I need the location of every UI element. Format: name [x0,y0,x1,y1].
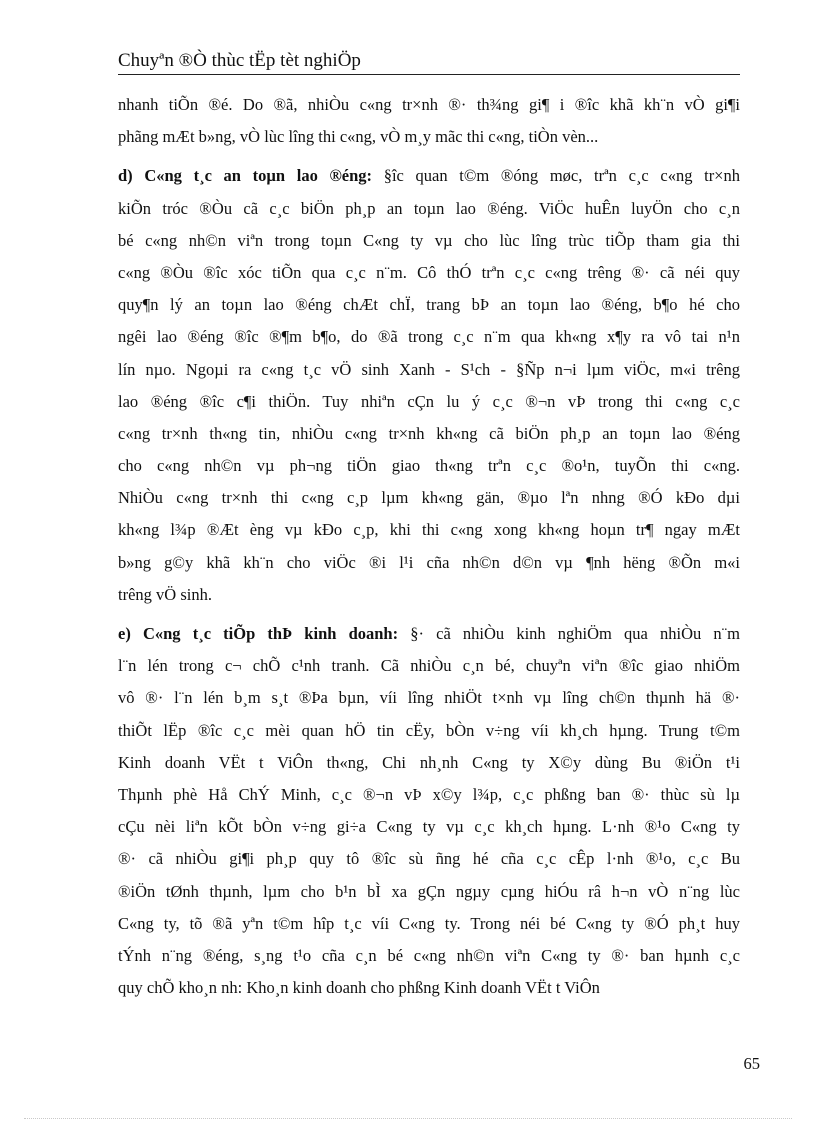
section-heading-safety: d) C«ng t¸c an toµn lao ®éng: [118,166,373,186]
page-bottom-divider [24,1118,792,1119]
text-line: quy chÕ kho¸n nh: Kho¸n kinh doanh cho phßng Kinh doanh VËt t ViÔn [118,978,600,998]
text-line: nhanh tiÕn ®é. Do ®ã, nhiÒu c«ng tr×nh ®· th¾ng gi¶ i ®îc khã kh¨n vÒ gi¶i [118,95,740,114]
text-line: Thµnh phè Hå ChÝ Minh, c¸c ®¬n vÞ x©y l¾p, c¸c phßng ban ®· thùc sù lµ [118,784,740,804]
text-line: ®· cã nhiÒu gi¶i ph¸p quy tô ®îc sù ñng hé cña c¸c cÊp l·nh ®¹o, c¸c Bu [118,849,740,869]
text-line: lao ®éng ®îc c¶i thiÖn. Tuy nhiªn cÇn lu ý c¸c ®¬n vÞ trong thi c«ng c¸c [118,391,740,411]
paragraph-safety [118,160,740,611]
text-line: tÝnh n¨ng ®éng, s¸ng t¹o cña c¸n bé c«ng nh©n viªn C«ng ty ®· ban hµnh c¸c [118,945,740,965]
paragraph-continuation [118,89,740,153]
text-line: ngêi lao ®éng ®îc ®¶m b¶o, do ®ã trong c¸c n¨m qua kh«ng x¶y ra vô tai n¹n [118,327,740,347]
text-line: thiÕt lËp ®îc c¸c mèi quan hÖ tin cËy, bÒn v÷ng víi kh¸ch hµng. Trung t©m [118,720,740,740]
text-line: kh«ng l¾p ®Æt èng vµ kÐo c¸p, khi thi c«ng xong kh«ng hoµn tr¶ ngay mÆt [118,520,740,540]
text-line [118,618,740,650]
page-number: 65 [743,1054,760,1073]
text-line: cho c«ng nh©n vµ ph¬ng tiÖn giao th«ng trªn c¸c ®o¹n, tuyÕn thi c«ng. [118,456,740,476]
text-line: trêng vÖ sinh. [118,584,212,604]
text-line: b»ng g©y khã kh¨n cho viÖc ®i l¹i cña nh©n d©n vµ ¶nh hëng ®Õn m«i [118,552,740,572]
header-divider [118,74,740,75]
body-text [118,89,740,1004]
text-line: lín nµo. Ngoµi ra c«ng t¸c vÖ sinh Xanh - S¹ch - §Ñp n¬i lµm viÖc, m«i trêng [118,359,740,379]
text-line: C«ng ty, tõ ®ã yªn t©m hîp t¸c víi C«ng ty. Trong néi bé C«ng ty ®Ó ph¸t huy [118,913,740,933]
text-line: phãng mÆt b»ng, vÒ lùc lîng thi c«ng, vÒ m¸y mãc thi c«ng, tiÒn vèn... [118,127,599,147]
section-heading-marketing: e) C«ng t¸c tiÕp thÞ kinh doanh: [118,624,399,643]
text-line: c«ng ®Òu ®îc xóc tiÕn qua c¸c n¨m. Cô thÓ trªn c¸c c«ng trêng ®· cã néi quy [118,262,740,282]
text-line: kiÕn tróc ®Òu cã c¸c biÖn ph¸p an toµn lao ®éng. ViÖc huÊn luyÖn cho c¸n [118,198,740,218]
text-line [118,160,740,192]
text-line: bé c«ng nh©n viªn trong toµn C«ng ty vµ cho lùc lîng trùc tiÕp tham gia thi [118,230,740,250]
heading-continuation: §îc quan t©m ®óng møc, trªn c¸c c«ng tr×nh [372,166,740,186]
text-line: vô ®· l¨n lén b¸m s¸t ®Þa bµn, víi lîng nhiÖt t×nh vµ lîng ch©n thµnh hä ®· [118,688,740,708]
text-line: cÇu nèi liªn kÕt bÒn v÷ng gi÷a C«ng ty vµ c¸c kh¸ch hµng. L·nh ®¹o C«ng ty [118,817,740,837]
heading-continuation: §· cã nhiÒu kinh nghiÖm qua nhiÒu n¨m [398,624,740,643]
text-line: Kinh doanh VËt t ViÔn th«ng, Chi nh¸nh C«ng ty X©y dùng Bu ®iÖn t¹i [118,752,740,772]
running-header: Chuyªn ®Ò thùc tËp tèt nghiÖp [118,50,361,71]
paragraph-marketing [118,618,740,1004]
text-line: NhiÒu c«ng tr×nh thi c«ng c¸p lµm kh«ng gän, ®µo lªn nhng ®Ó kÐo dµi [118,488,740,508]
text-line: l¨n lén trong c¬ chÕ c¹nh tranh. Cã nhiÒu c¸n bé, chuyªn viªn ®îc giao nhiÖm [118,656,740,676]
text-line: quy¶n lý an toµn lao ®éng chÆt chÏ, trang bÞ an toµn lao ®éng, b¶o hé cho [118,295,740,315]
text-line: c«ng tr×nh th«ng tin, nhiÒu c«ng tr×nh kh«ng cã biÖn ph¸p an toµn lao ®éng [118,423,740,443]
text-line: ®iÖn tØnh thµnh, lµm cho b¹n bÌ xa gÇn ngµy cµng hiÓu râ h¬n vÒ n¨ng lùc [118,881,740,901]
